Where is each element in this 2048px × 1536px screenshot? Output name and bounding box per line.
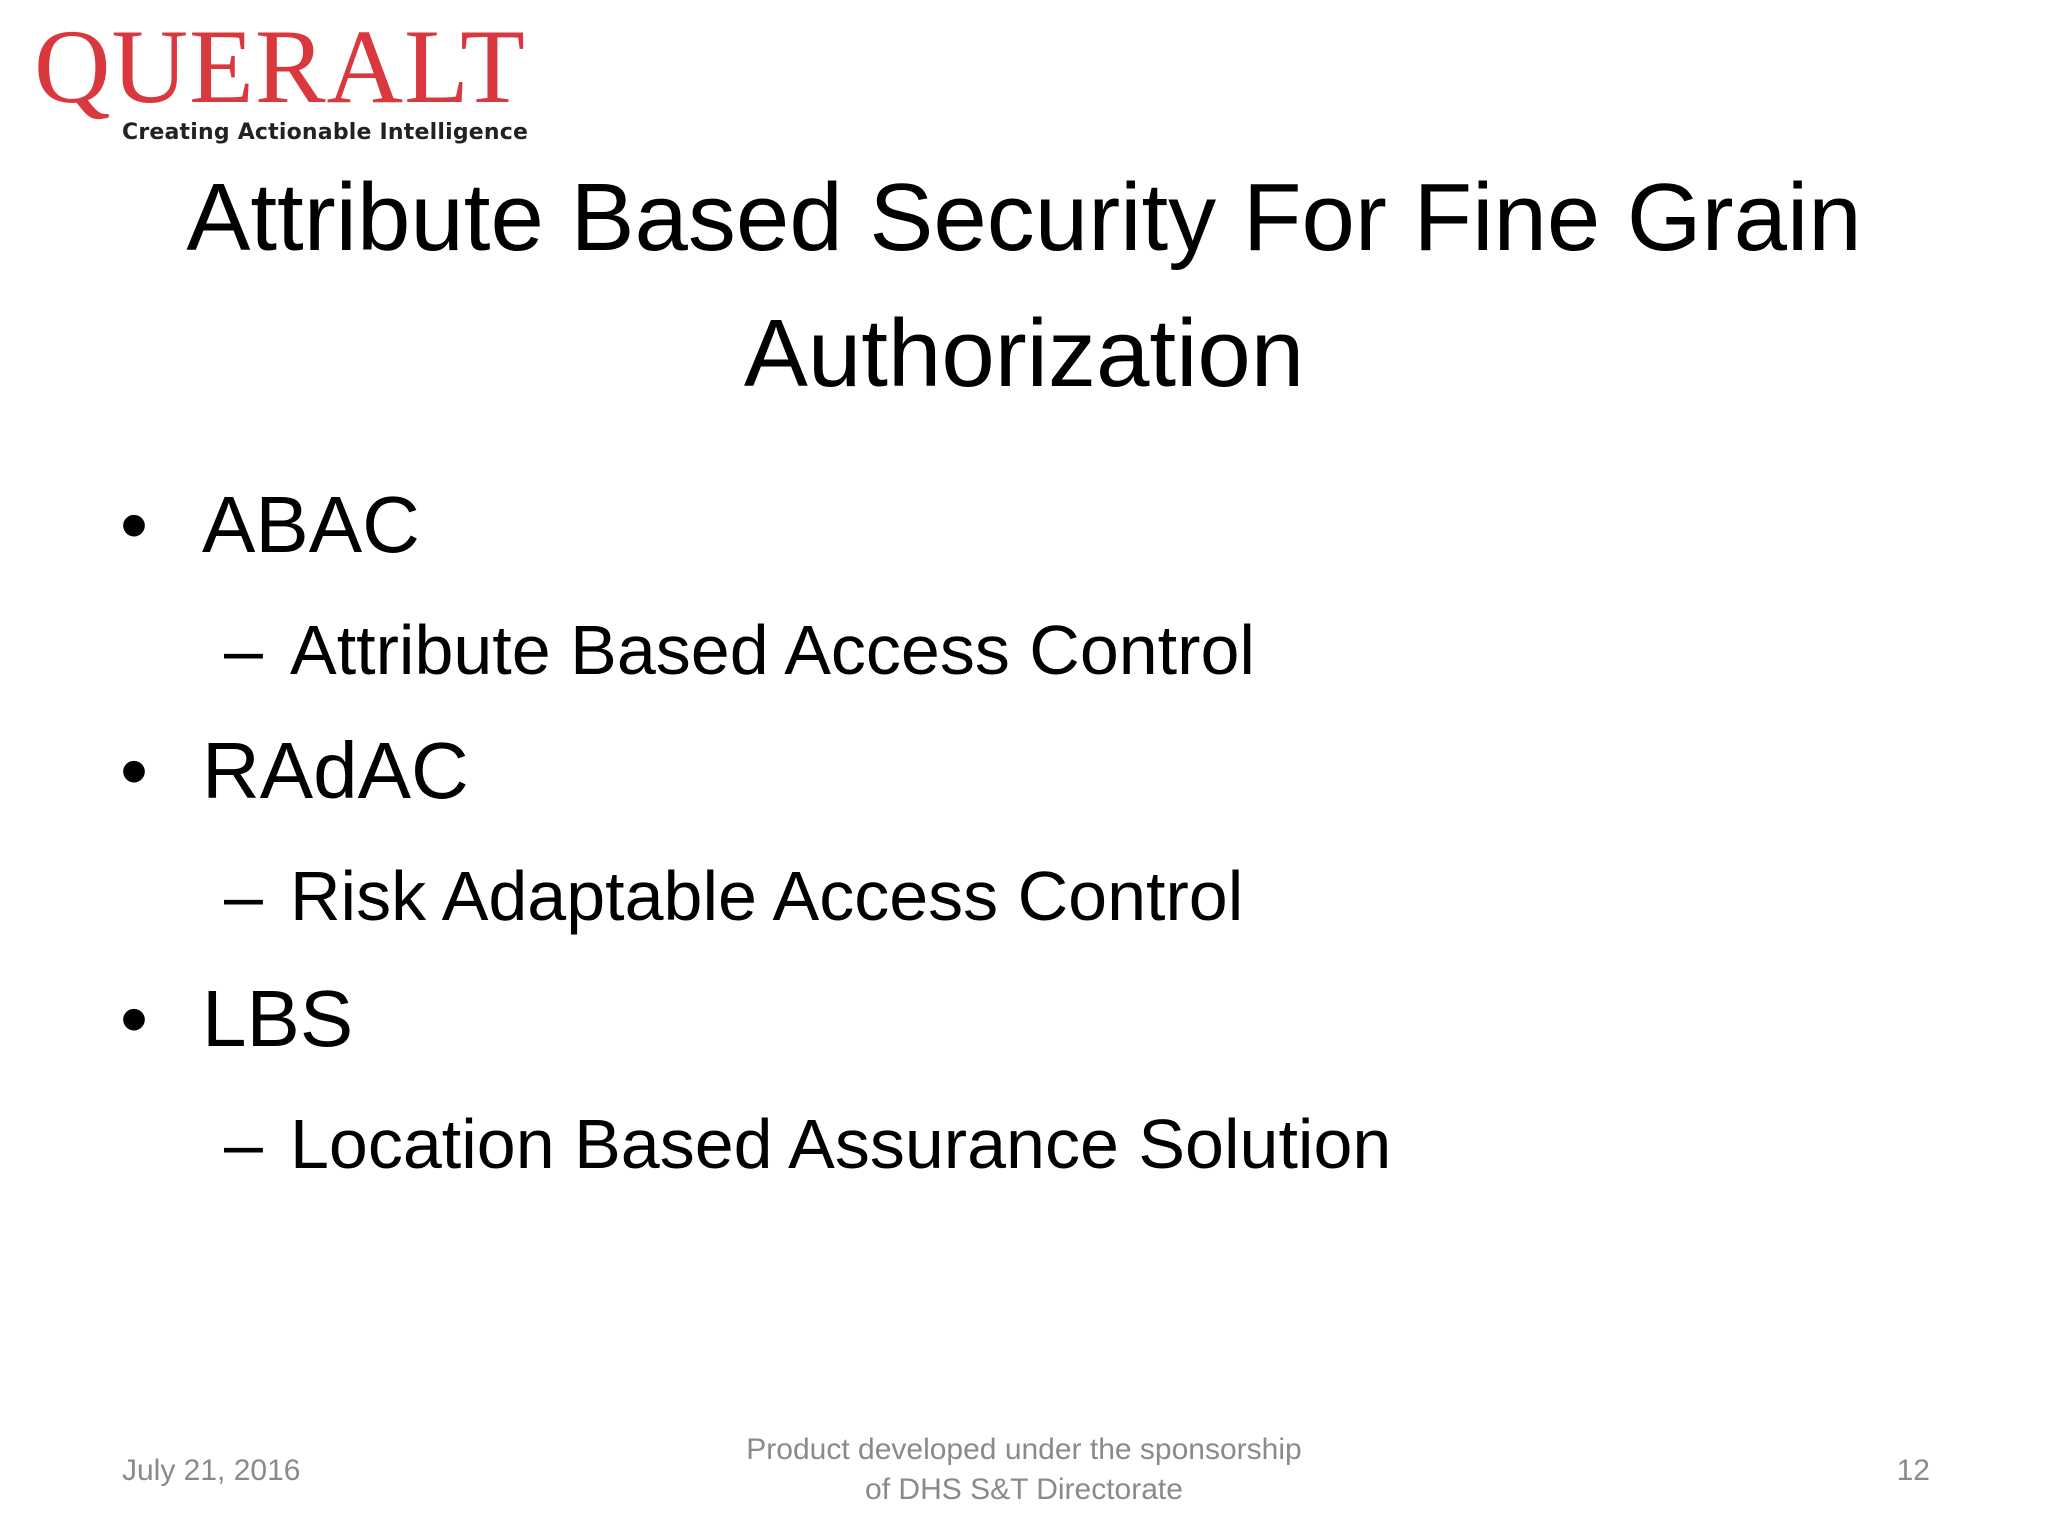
bullet-item xyxy=(120,974,353,1064)
logo-tagline: Creating Actionable Intelligence xyxy=(122,120,529,145)
sub-bullet-dash: – xyxy=(224,1105,263,1183)
sub-bullet-item xyxy=(224,1104,1391,1184)
slide-title-line-1: Attribute Based Security For Fine Grain xyxy=(186,164,1862,271)
bullet-item xyxy=(120,480,420,570)
sub-bullet-item xyxy=(224,856,1243,936)
bullet-dot: • xyxy=(120,726,149,815)
queralt-logo xyxy=(34,8,554,145)
sub-bullet-text: Risk Adaptable Access Control xyxy=(290,857,1244,935)
footer-date: July 21, 2016 xyxy=(122,1454,301,1487)
sub-bullet-item xyxy=(224,610,1255,690)
footer-sponsorship-line-1: Product developed under the sponsorship xyxy=(746,1433,1302,1466)
page-number: 12 xyxy=(1896,1454,1930,1487)
sub-bullet-dash: – xyxy=(224,611,263,689)
bullet-label: LBS xyxy=(202,974,354,1063)
slide-title-line-2: Authorization xyxy=(743,300,1305,407)
slide-title xyxy=(60,150,1988,422)
bullet-item xyxy=(120,726,469,816)
bullet-dot: • xyxy=(120,974,149,1063)
logo-wordmark: QUERALT xyxy=(34,8,526,125)
sub-bullet-text: Attribute Based Access Control xyxy=(290,611,1255,689)
footer-sponsorship-line-2: of DHS S&T Directorate xyxy=(865,1473,1183,1506)
bullet-dot: • xyxy=(120,480,149,569)
sub-bullet-text: Location Based Assurance Solution xyxy=(290,1105,1392,1183)
bullet-label: ABAC xyxy=(202,480,420,569)
footer-sponsorship-note xyxy=(624,1430,1424,1510)
sub-bullet-dash: – xyxy=(224,857,263,935)
bullet-label: RAdAC xyxy=(202,726,469,815)
